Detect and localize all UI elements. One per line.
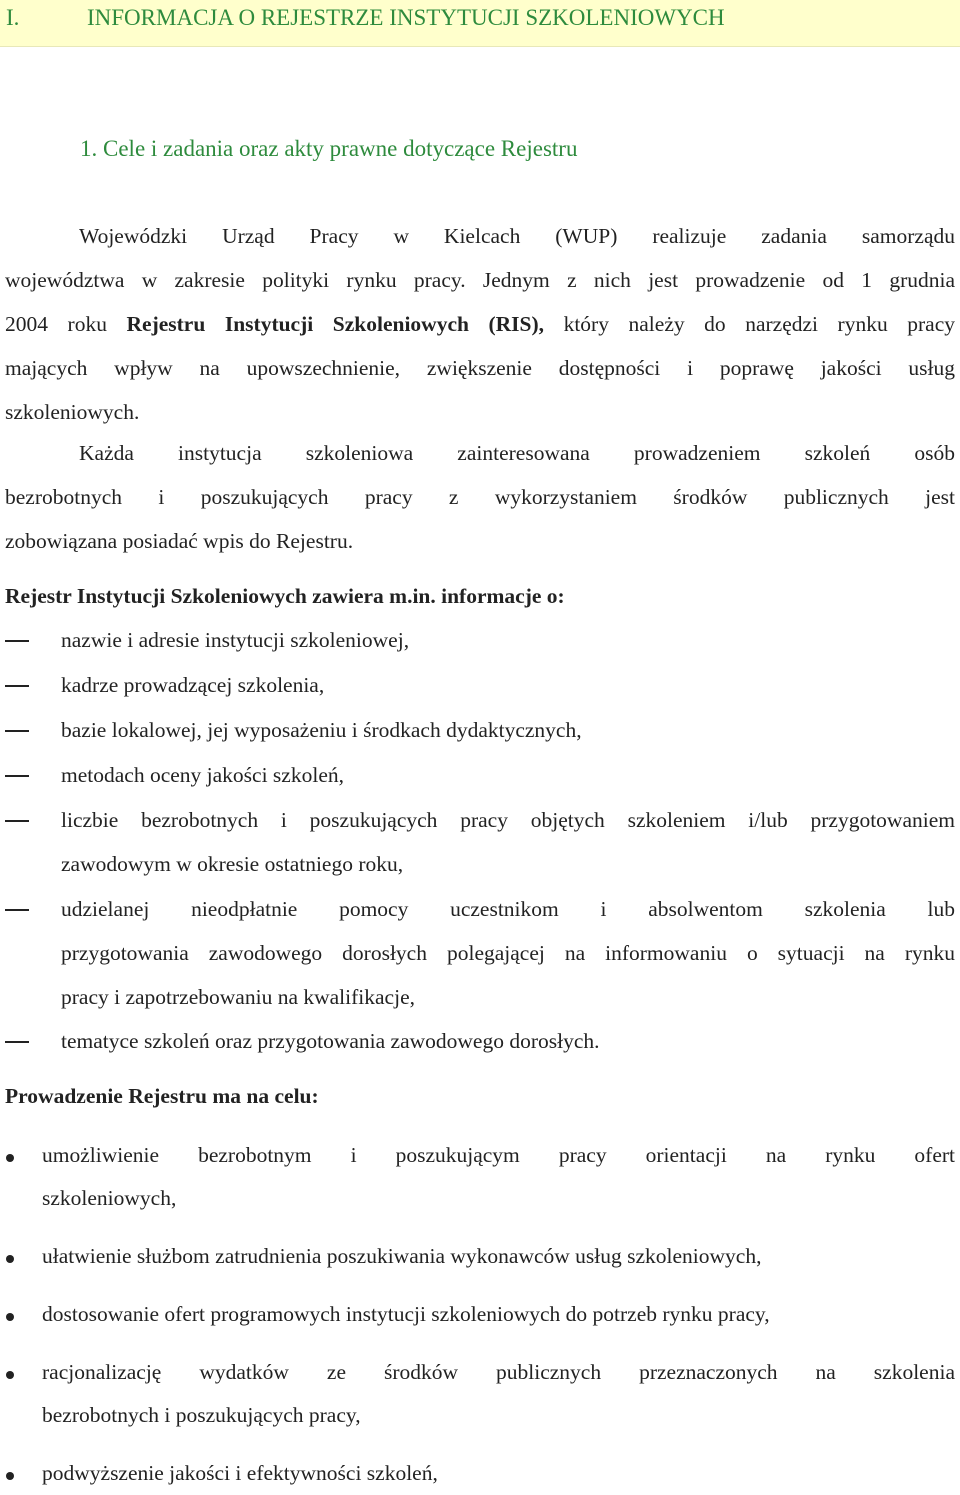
section-number: I.: [6, 5, 20, 30]
bullet-dot-icon: [6, 1313, 14, 1321]
list-item-text: kadrze prowadzącej szkolenia,: [61, 673, 325, 697]
list-item-text: nazwie i adresie instytucji szkoleniowej,: [61, 628, 410, 652]
bullet-dot-icon: [6, 1154, 14, 1162]
list-item-text: tematyce szkoleń oraz przygotowania zawodowego dorosłych.: [61, 1029, 600, 1053]
list-item-text: ułatwienie służbom zatrudnienia poszukiwania wykonawców usług szkoleniowych,: [42, 1244, 762, 1268]
list-item-text: metodach oceny jakości szkoleń,: [61, 763, 344, 787]
subsection-title: 1. Cele i zadania oraz akty prawne dotyczące Rejestru: [80, 136, 578, 161]
list-item-text: umożliwienie bezrobotnym i poszukującym pracy orientacji na rynku ofert: [42, 1143, 955, 1167]
intro-line-2: województwa w zakresie polityki rynku pracy. Jednym z nich jest prowadzenie od 1 grudnia: [5, 268, 955, 292]
dash-bullet-icon: [5, 820, 29, 822]
intro-line-3-text-b: który należy do narzędzi rynku pracy: [544, 312, 955, 336]
register-goals-title: Prowadzenie Rejestru ma na celu:: [5, 1084, 319, 1108]
intro-paragraph: [5, 214, 955, 434]
list-item-text: bezrobotnych i poszukujących pracy,: [42, 1403, 361, 1427]
bullet-dot-icon: [6, 1371, 14, 1379]
section-title: INFORMACJA O REJESTRZE INSTYTUCJI SZKOLENIOWYCH: [87, 5, 725, 30]
list-item-text: podwyższenie jakości i efektywności szkoleń,: [42, 1461, 438, 1485]
list-item-text: pracy i zapotrzebowaniu na kwalifikacje,: [61, 985, 415, 1009]
dash-bullet-icon: [5, 640, 29, 642]
intro-line-3: [5, 302, 955, 346]
obligation-line-3: zobowiązana posiadać wpis do Rejestru.: [5, 529, 354, 553]
intro-line-1: Wojewódzki Urząd Pracy w Kielcach (WUP) realizuje zadania samorządu: [79, 224, 955, 248]
dash-bullet-icon: [5, 730, 29, 732]
list-item-text: udzielanej nieodpłatnie pomocy uczestnikom i absolwentom szkolenia lub: [61, 897, 955, 921]
section-heading-bar: [0, 0, 960, 47]
list-item-text: szkoleniowych,: [42, 1186, 177, 1210]
bullet-dot-icon: [6, 1255, 14, 1263]
intro-line-3-text-a: 2004 roku: [5, 312, 127, 336]
obligation-paragraph: [5, 431, 955, 563]
list-item-text: racjonalizację wydatków ze środków publicznych przeznaczonych na szkolenia: [42, 1360, 955, 1384]
list-item-text: dostosowanie ofert programowych instytucji szkoleniowych do potrzeb rynku pracy,: [42, 1302, 770, 1326]
dash-bullet-icon: [5, 685, 29, 687]
dash-bullet-icon: [5, 775, 29, 777]
dash-bullet-icon: [5, 909, 29, 911]
list-item-text: przygotowania zawodowego dorosłych polegającej na informowaniu o sytuacji na rynku: [61, 941, 955, 965]
list-item-text: liczbie bezrobotnych i poszukujących pracy objętych szkoleniem i/lub przygotowaniem: [61, 808, 955, 832]
obligation-line-2: bezrobotnych i poszukujących pracy z wykorzystaniem środków publicznych jest: [5, 485, 955, 509]
obligation-line-1: Każda instytucja szkoleniowa zainteresowana prowadzeniem szkoleń osób: [79, 441, 955, 465]
list-item-text: zawodowym w okresie ostatniego roku,: [61, 852, 404, 876]
dash-bullet-icon: [5, 1041, 29, 1043]
list-item-text: bazie lokalowej, jej wyposażeniu i środkach dydaktycznych,: [61, 718, 582, 742]
intro-line-4: mających wpływ na upowszechnienie, zwiększenie dostępności i poprawę jakości usług: [5, 356, 955, 380]
ris-name: Rejestru Instytucji Szkoleniowych (RIS),: [126, 312, 545, 336]
register-contents-title: Rejestr Instytucji Szkoleniowych zawiera m.in. informacje o:: [5, 584, 565, 608]
bullet-dot-icon: [6, 1472, 14, 1480]
intro-line-5: szkoleniowych.: [5, 400, 140, 424]
